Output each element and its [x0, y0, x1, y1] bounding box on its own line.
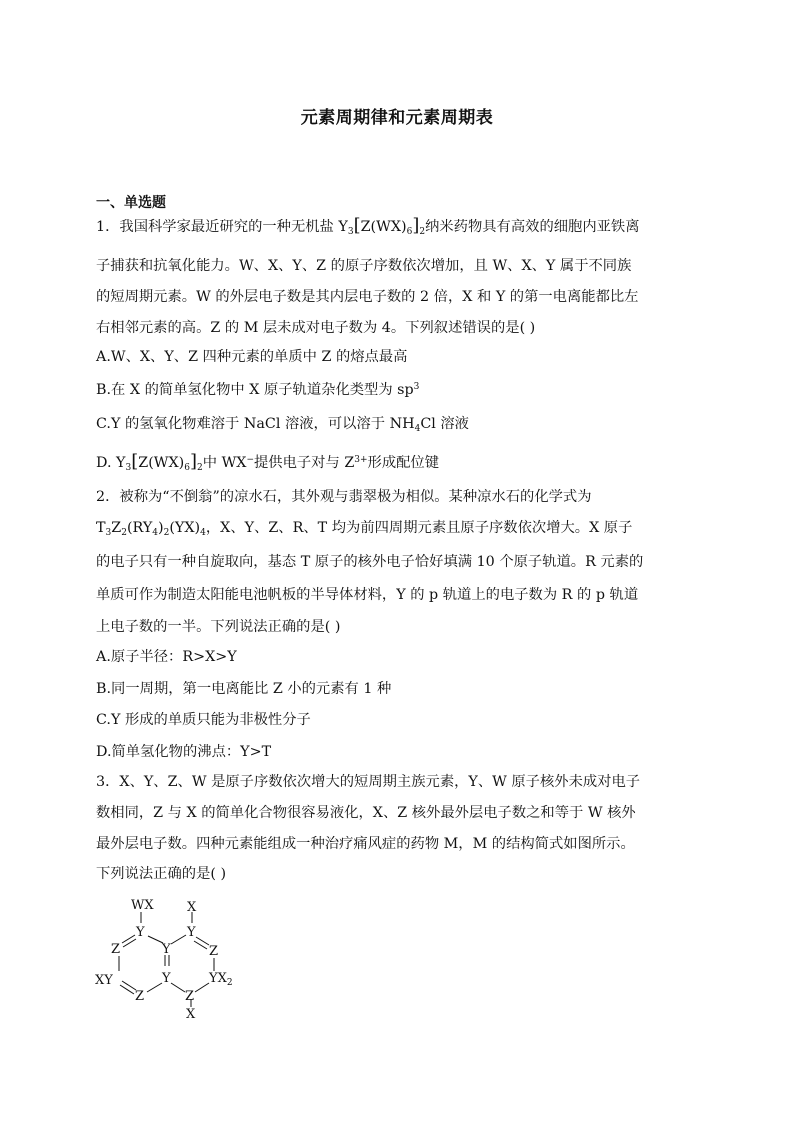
atom-xy: XY	[95, 973, 113, 988]
atom-z-left: Z	[111, 942, 121, 957]
q3-line-2: 数相同，Z 与 X 的简单化合物很容易液化，X、Z 核外最外层电子数之和等于 W 核外	[96, 805, 636, 821]
q1-option-b: B.在 X 的简单氢化物中 X 原子轨道杂化类型为 $sp^3$	[96, 382, 420, 398]
atom-z-bottom-left: Z	[135, 989, 145, 1004]
atom-yx2: $YX_2$	[209, 971, 233, 988]
page-title: 元素周期律和元素周期表	[300, 108, 494, 128]
q1-line-3: 的短周期元素。W 的外层电子数是其内层电子数的 2 倍，X 和 Y 的第一电离能都比左	[96, 289, 639, 305]
q2-option-b: B.同一周期，第一电离能比 Z 小的元素有 1 种	[96, 681, 392, 697]
q2-line-1: 2．被称为“不倒翁”的凉水石，其外观与翡翠极为相似。某种凉水石的化学式为	[96, 489, 592, 505]
q3-line-1: 3．X、Y、Z、W 是原子序数依次增大的短周期主族元素，Y、W 原子核外未成对电子	[96, 774, 641, 790]
q1-line-2: 子捕获和抗氧化能力。W、X、Y、Z 的原子序数依次增加，且 W、X、Y 属于不同族	[96, 258, 632, 274]
atom-wx: WX	[131, 898, 154, 913]
q1-formula: $Y_3[Z(WX)_6]_2$	[338, 215, 426, 237]
q2-option-a: A.原子半径：R>X>Y	[96, 649, 237, 665]
atom-x-top: X	[187, 900, 197, 915]
q1-option-c: C.Y 的氢氧化物难溶于 NaCl 溶液，可以溶于 $NH_4Cl$ 溶液	[96, 416, 469, 434]
structural-formula-diagram	[92, 893, 262, 1023]
atom-x-bottom: X	[186, 1007, 196, 1022]
q1-line-1: 1．我国科学家最近研究的一种无机盐 $Y_3[Z(WX)_6]_2$纳米药物具有高效的细胞内亚铁离	[96, 215, 640, 237]
q2-line-5: 上电子数的一半。下列说法正确的是( )	[96, 619, 341, 635]
bond-lines	[119, 912, 214, 1007]
atom-y-top-left: Y	[136, 925, 145, 940]
q3-line-3: 最外层电子数。四种元素能组成一种治疗痛风症的药物 M，M 的结构简式如图所示。	[96, 836, 635, 852]
q3-line-4: 下列说法正确的是( )	[96, 866, 227, 882]
q2-line-4: 单质可作为制造太阳能电池帆板的半导体材料，Y 的 p 轨道上的电子数为 R 的 p 轨道	[96, 587, 639, 603]
q2-option-c: C.Y 形成的单质只能为非极性分子	[96, 712, 311, 728]
atom-z-bottom-right: Z	[185, 989, 195, 1004]
atom-z-right: Z	[209, 944, 219, 959]
atom-y-top-right: Y	[187, 925, 196, 940]
q1-line-4: 右相邻元素的高。Z 的 M 层未成对电子数为 4。下列叙述错误的是( )	[96, 320, 536, 336]
q1-option-a: A.W、X、Y、Z 四种元素的单质中 Z 的熔点最高	[96, 349, 408, 365]
q2-option-d: D.简单氢化物的沸点：Y>T	[96, 744, 272, 760]
atom-y-center-top: Y	[162, 942, 171, 957]
q2-line-2: $T_3Z_2(RY_4)_2(YX)_4$，X、Y、Z、R、T 均为前四周期元素且原子序数依次增大。X 原子	[96, 520, 633, 538]
q2-formula: $T_3Z_2(RY_4)_2(YX)_4$	[96, 520, 206, 538]
q2-line-3: 的电子只有一种自旋取向，基态 T 原子的核外电子恰好填满 10 个原子轨道。R 元素的	[96, 554, 644, 570]
section-heading: 一、单选题	[96, 195, 166, 211]
q1-option-d: D. $Y_3[Z(WX)_6]_2$中 WX−提供电子对与 $Z^{3+}$形成配位键	[96, 451, 440, 473]
atom-y-center-bottom: Y	[162, 971, 171, 986]
